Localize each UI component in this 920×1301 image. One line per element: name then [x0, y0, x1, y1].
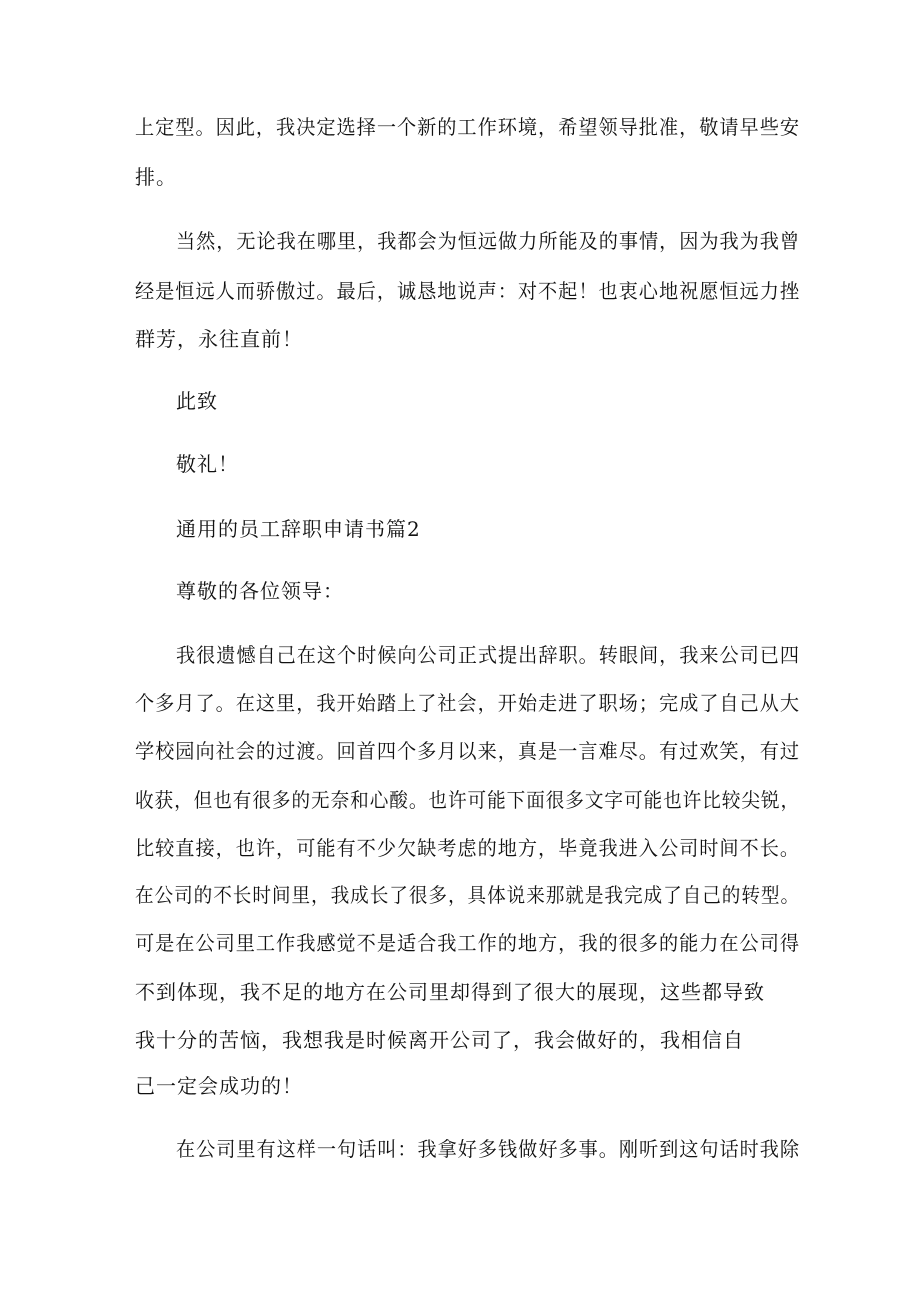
body-text-line: 经是恒远人而骄傲过。最后，诚恳地说声：对不起！也衷心地祝愿恒远力挫: [135, 279, 801, 303]
closing-regards: 敬礼！: [176, 452, 239, 476]
body-text-line: 个多月了。在这里，我开始踏上了社会，开始走进了职场；完成了自己从大: [135, 691, 801, 715]
body-text-line: 学校园向社会的过渡。回首四个多月以来，真是一言难尽。有过欢笑，有过: [135, 739, 801, 763]
body-text-line: 当然，无论我在哪里，我都会为恒远做力所能及的事情，因为我为我曾: [176, 229, 800, 253]
body-text-line: 我很遗憾自己在这个时候向公司正式提出辞职。转眼间，我来公司已四: [176, 643, 800, 667]
body-text-line: 我十分的苦恼，我想我是时候离开公司了，我会做好的，我相信自: [135, 1028, 744, 1052]
body-text-line: 收获，但也有很多的无奈和心酸。也许可能下面很多文字可能也许比较尖锐，: [135, 788, 801, 812]
body-text-line: 可是在公司里工作我感觉不是适合我工作的地方，我的很多的能力在公司得: [135, 931, 801, 955]
letter-greeting: 尊敬的各位领导：: [176, 579, 344, 603]
body-text-line: 在公司里有这样一句话叫：我拿好多钱做好多事。刚听到这句话时我除: [176, 1137, 800, 1161]
body-text-line: 己一定会成功的！: [135, 1074, 303, 1098]
body-text-line: 排。: [135, 165, 177, 189]
body-text-line: 比较直接，也许，可能有不少欠缺考虑的地方，毕竟我进入公司时间不长。: [135, 836, 801, 860]
body-text-line: 上定型。因此，我决定选择一个新的工作环境，希望领导批准，敬请早些安: [135, 115, 801, 139]
body-text-line: 在公司的不长时间里，我成长了很多，具体说来那就是我完成了自己的转型。: [135, 883, 801, 907]
body-text-line: 不到体现，我不足的地方在公司里却得到了很大的展现，这些都导致: [135, 980, 765, 1004]
closing-salutation: 此致: [176, 389, 218, 413]
section-heading: 通用的员工辞职申请书篇2: [176, 517, 421, 541]
body-text-line: 群芳，永往直前！: [135, 327, 303, 351]
